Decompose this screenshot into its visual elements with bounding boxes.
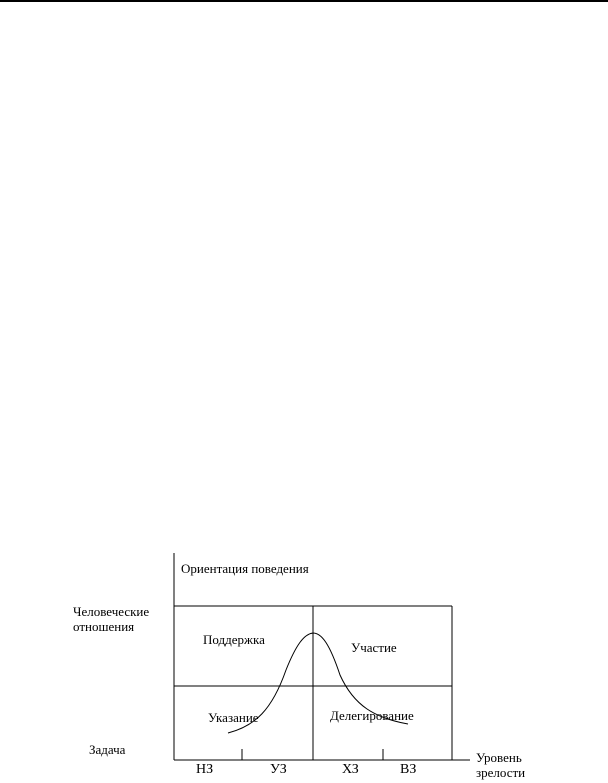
quadrant-label-participation: Участие — [351, 640, 397, 655]
maturity-level-label: НЗ — [196, 762, 214, 777]
maturity-level-label: ХЗ — [342, 762, 359, 777]
maturity-level-label: ВЗ — [400, 762, 417, 777]
maturity-level-label: УЗ — [270, 762, 287, 777]
x-axis-label: Уровень зрелости — [476, 750, 526, 780]
diagram-title: Ориентация поведения — [181, 561, 309, 576]
quadrant-label-telling: Указание — [208, 710, 259, 725]
quadrant-label-delegating: Делегирование — [330, 708, 414, 723]
y-axis-bottom-label: Задача — [89, 742, 126, 757]
y-axis-top-label: Человеческие отношения — [73, 604, 150, 634]
quadrant-label-support: Поддержка — [203, 632, 265, 647]
